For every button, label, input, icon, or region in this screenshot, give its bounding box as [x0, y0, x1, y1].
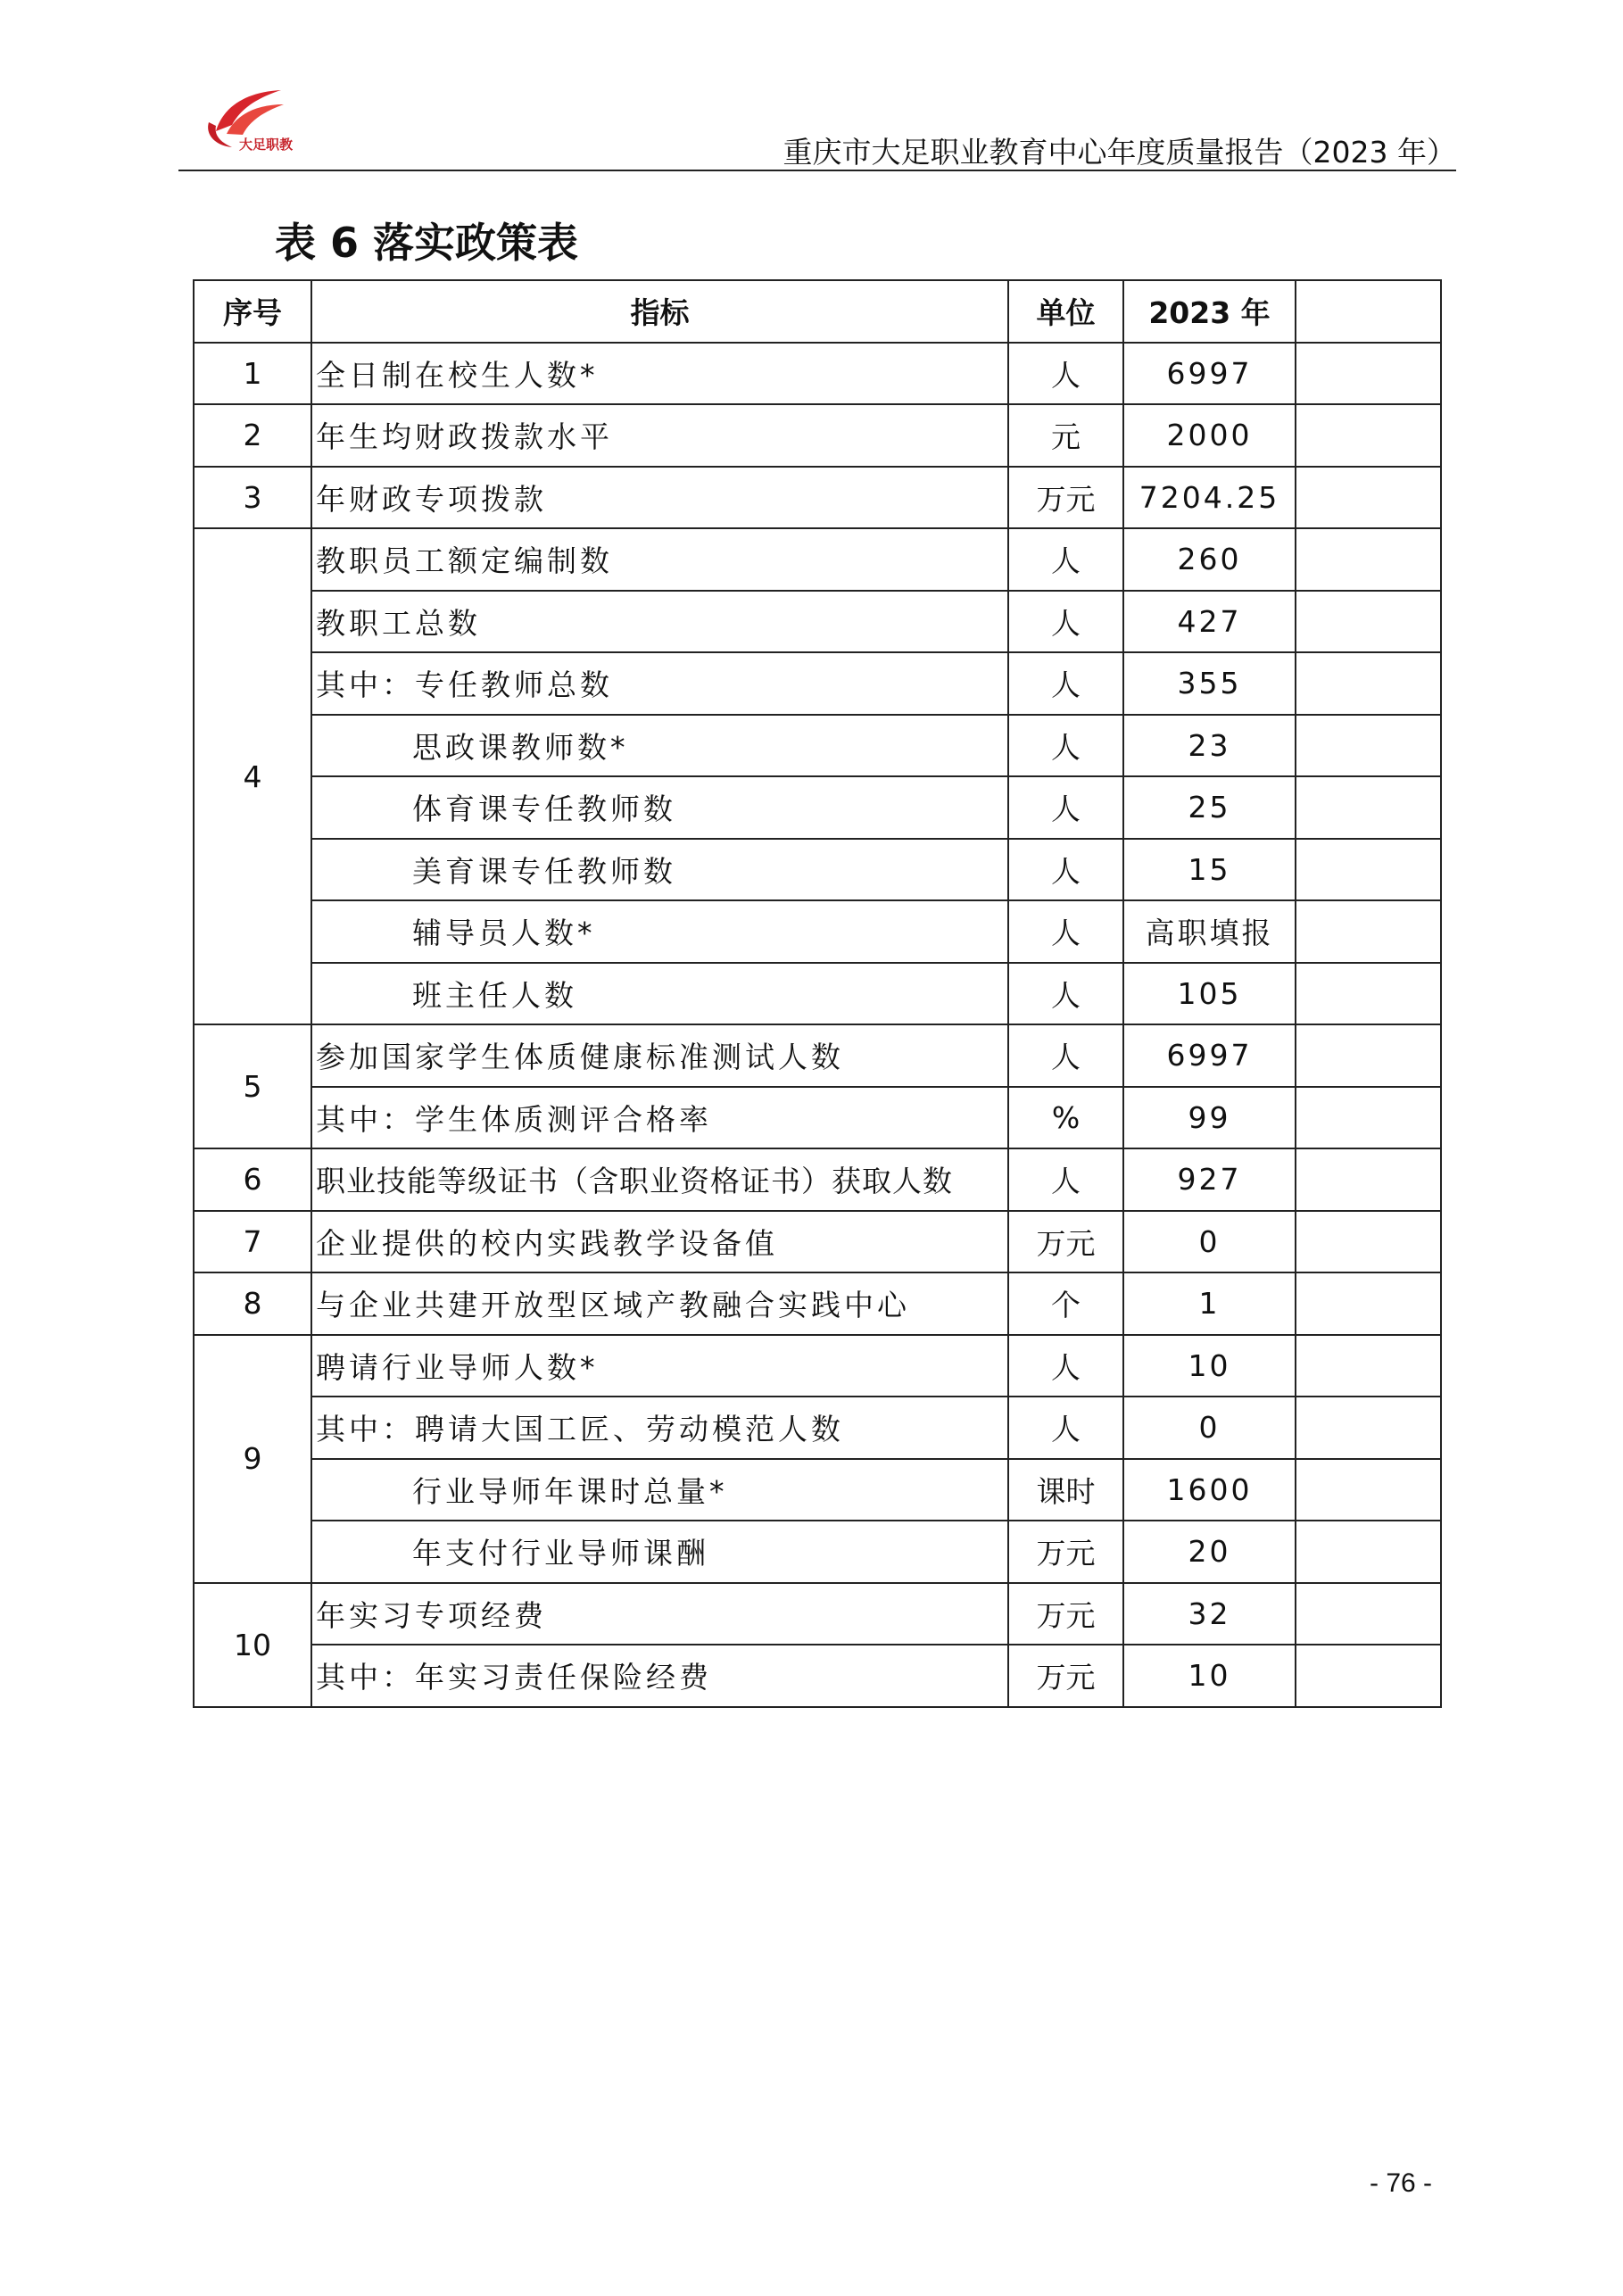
row-extra [1296, 1335, 1441, 1397]
row-extra [1296, 1521, 1441, 1583]
row-indicator: 思政课教师数* [311, 715, 1008, 777]
row-value: 15 [1123, 839, 1296, 901]
row-value: 10 [1123, 1335, 1296, 1397]
row-value: 高职填报 [1123, 900, 1296, 963]
row-indicator: 年支付行业导师课酬 [311, 1521, 1008, 1583]
row-indicator: 全日制在校生人数* [311, 343, 1008, 405]
row-value: 2000 [1123, 404, 1296, 467]
table-row [194, 1521, 1441, 1583]
row-value: 32 [1123, 1583, 1296, 1645]
row-extra [1296, 1087, 1441, 1149]
header-no: 序号 [194, 280, 311, 343]
row-value: 99 [1123, 1087, 1296, 1149]
row-indicator: 其中：聘请大国工匠、劳动模范人数 [311, 1397, 1008, 1459]
table-row [194, 591, 1441, 653]
row-unit: 人 [1008, 715, 1123, 777]
table-row [194, 1211, 1441, 1273]
row-unit: 人 [1008, 652, 1123, 715]
school-logo [196, 85, 294, 156]
table-row [194, 900, 1441, 963]
row-unit: 个 [1008, 1272, 1123, 1335]
page-header [178, 80, 1456, 170]
row-unit: 人 [1008, 1397, 1123, 1459]
header-extra [1296, 280, 1441, 343]
table-row [194, 528, 1441, 591]
table-header-row [194, 280, 1441, 343]
row-no: 4 [194, 528, 311, 1024]
row-extra [1296, 1397, 1441, 1459]
header-title: 重庆市大足职业教育中心年度质量报告（2023 年） [783, 135, 1456, 170]
row-indicator: 其中：学生体质测评合格率 [311, 1087, 1008, 1149]
header-rule [178, 170, 1456, 171]
row-extra [1296, 839, 1441, 901]
table-row [194, 652, 1441, 715]
row-extra [1296, 1272, 1441, 1335]
row-value: 0 [1123, 1397, 1296, 1459]
row-extra [1296, 1583, 1441, 1645]
row-extra [1296, 1148, 1441, 1211]
row-indicator: 年财政专项拨款 [311, 467, 1008, 529]
table-row [194, 1583, 1441, 1645]
row-indicator: 年实习专项经费 [311, 1583, 1008, 1645]
row-value: 927 [1123, 1148, 1296, 1211]
table-row [194, 404, 1441, 467]
row-indicator: 班主任人数 [311, 963, 1008, 1025]
row-extra [1296, 343, 1441, 405]
row-unit: 人 [1008, 528, 1123, 591]
row-extra [1296, 776, 1441, 839]
row-value: 25 [1123, 776, 1296, 839]
row-extra [1296, 591, 1441, 653]
row-indicator: 教职员工额定编制数 [311, 528, 1008, 591]
row-no: 7 [194, 1211, 311, 1273]
row-value: 6997 [1123, 1024, 1296, 1087]
row-indicator: 其中：年实习责任保险经费 [311, 1645, 1008, 1707]
row-unit: 人 [1008, 1024, 1123, 1087]
row-value: 7204.25 [1123, 467, 1296, 529]
table-row [194, 1335, 1441, 1397]
table-row [194, 963, 1441, 1025]
row-value: 355 [1123, 652, 1296, 715]
row-value: 23 [1123, 715, 1296, 777]
row-extra [1296, 528, 1441, 591]
row-value: 6997 [1123, 343, 1296, 405]
row-value: 427 [1123, 591, 1296, 653]
row-unit: 万元 [1008, 1583, 1123, 1645]
table-row [194, 1645, 1441, 1707]
row-unit: 人 [1008, 963, 1123, 1025]
row-unit: % [1008, 1087, 1123, 1149]
row-extra [1296, 404, 1441, 467]
row-value: 260 [1123, 528, 1296, 591]
row-indicator: 与企业共建开放型区域产教融合实践中心 [311, 1272, 1008, 1335]
row-value: 0 [1123, 1211, 1296, 1273]
header-unit: 单位 [1008, 280, 1123, 343]
row-extra [1296, 963, 1441, 1025]
row-unit: 人 [1008, 900, 1123, 963]
row-value: 1 [1123, 1272, 1296, 1335]
row-unit: 万元 [1008, 1521, 1123, 1583]
row-indicator: 美育课专任教师数 [311, 839, 1008, 901]
table-row [194, 1397, 1441, 1459]
row-indicator: 参加国家学生体质健康标准测试人数 [311, 1024, 1008, 1087]
table-row [194, 1272, 1441, 1335]
policy-table [193, 279, 1442, 1708]
row-no: 8 [194, 1272, 311, 1335]
row-indicator: 聘请行业导师人数* [311, 1335, 1008, 1397]
row-value: 10 [1123, 1645, 1296, 1707]
row-indicator: 辅导员人数* [311, 900, 1008, 963]
row-unit: 万元 [1008, 467, 1123, 529]
table-row [194, 343, 1441, 405]
row-no: 9 [194, 1335, 311, 1583]
row-extra [1296, 900, 1441, 963]
header-year: 2023 年 [1123, 280, 1296, 343]
row-extra [1296, 1024, 1441, 1087]
row-indicator: 其中：专任教师总数 [311, 652, 1008, 715]
row-unit: 人 [1008, 776, 1123, 839]
table-row [194, 715, 1441, 777]
row-no: 6 [194, 1148, 311, 1211]
table-row [194, 839, 1441, 901]
table-row [194, 1148, 1441, 1211]
row-no: 5 [194, 1024, 311, 1148]
row-extra [1296, 1645, 1441, 1707]
row-extra [1296, 1459, 1441, 1521]
row-extra [1296, 652, 1441, 715]
row-unit: 人 [1008, 343, 1123, 405]
row-unit: 人 [1008, 1148, 1123, 1211]
table-row [194, 1024, 1441, 1087]
page-number: - 76 - [1370, 2168, 1433, 2198]
header-indicator: 指标 [311, 280, 1008, 343]
row-indicator: 职业技能等级证书（含职业资格证书）获取人数 [311, 1148, 1008, 1211]
row-unit: 人 [1008, 591, 1123, 653]
row-value: 1600 [1123, 1459, 1296, 1521]
row-unit: 人 [1008, 839, 1123, 901]
row-indicator: 年生均财政拨款水平 [311, 404, 1008, 467]
row-unit: 元 [1008, 404, 1123, 467]
row-no: 2 [194, 404, 311, 467]
table-row [194, 467, 1441, 529]
row-value: 20 [1123, 1521, 1296, 1583]
row-value: 105 [1123, 963, 1296, 1025]
row-no: 1 [194, 343, 311, 405]
table-row [194, 1087, 1441, 1149]
table-row [194, 776, 1441, 839]
table-title: 表 6 落实政策表 [275, 219, 579, 267]
row-unit: 课时 [1008, 1459, 1123, 1521]
row-indicator: 教职工总数 [311, 591, 1008, 653]
row-unit: 人 [1008, 1335, 1123, 1397]
row-no: 10 [194, 1583, 311, 1707]
row-indicator: 企业提供的校内实践教学设备值 [311, 1211, 1008, 1273]
svg-text:大足职教: 大足职教 [239, 137, 294, 153]
row-indicator: 体育课专任教师数 [311, 776, 1008, 839]
row-indicator: 行业导师年课时总量* [311, 1459, 1008, 1521]
row-unit: 万元 [1008, 1211, 1123, 1273]
row-extra [1296, 467, 1441, 529]
row-unit: 万元 [1008, 1645, 1123, 1707]
row-extra [1296, 1211, 1441, 1273]
row-no: 3 [194, 467, 311, 529]
row-extra [1296, 715, 1441, 777]
table-row [194, 1459, 1441, 1521]
